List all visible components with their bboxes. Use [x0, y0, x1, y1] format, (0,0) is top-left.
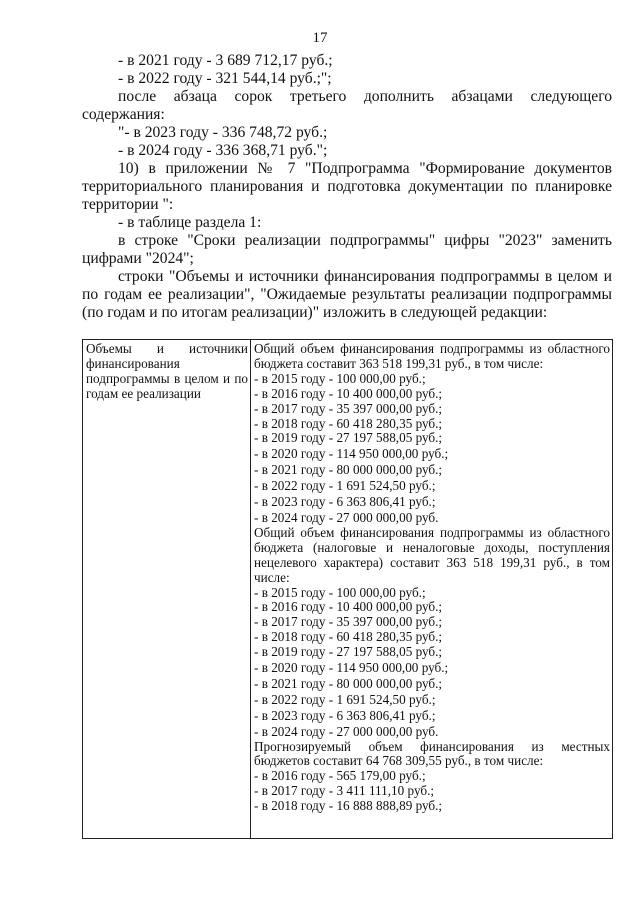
local-budget-block: [254, 740, 610, 815]
list-item: - в 2021 году - 80 000 000,00 руб.;: [254, 675, 443, 691]
table-row: [83, 340, 613, 839]
paragraph-appendix-7: 10) в приложении № 7 "Подпрограмма "Формирование документов территориального планирования и подготовка документации по планировке территории ":: [82, 160, 612, 213]
block-header-line: Общий объем финансирования подпрограммы из областного: [254, 524, 610, 540]
list-item: - в 2022 году - 1 691 524,50 руб.;: [254, 691, 436, 707]
paragraph-2023: "- в 2023 году - 336 748,72 руб.;: [118, 124, 328, 141]
list-item: - в 2017 году - 35 397 000,00 руб.;: [254, 400, 443, 416]
row-label-line: Объемы и источники: [86, 341, 248, 356]
row-value-cell: [251, 340, 613, 839]
row-label-cell: [83, 340, 251, 839]
block-header-line: Прогнозируемый объем финансирования из местных: [254, 738, 610, 754]
regional-budget-block: [254, 342, 610, 526]
regional-tax-budget-block: [254, 526, 610, 740]
list-item: - в 2024 году - 27 000 000,00 руб.: [254, 723, 439, 739]
list-item: - в 2015 году - 100 000,00 руб.;: [254, 370, 426, 386]
paragraph-after-43: после абзаца сорок третьего дополнить абзацами следующего: [118, 88, 612, 105]
paragraph-rows-replace: строки "Объемы и источники финансирования подпрограммы в целом и по годам ее реализации", "Ожидаемые результаты реализации подпрограммы (по годам и по итогам реализации)" изложить в следующей редакции:: [82, 268, 612, 321]
list-item: - в 2019 году - 27 197 588,05 руб.;: [254, 430, 443, 446]
paragraph-table-section: - в таблице раздела 1:: [118, 214, 262, 231]
row-label-rest: финансирования подпрограммы в целом и по годам ее реализации: [86, 355, 248, 401]
block-header-line: нецелевого характера) составит 363 518 199,31 руб., в том: [254, 554, 610, 570]
block-header-line: числе:: [254, 569, 290, 585]
list-item: - в 2017 году - 35 397 000,00 руб.;: [254, 614, 443, 630]
block-header: [254, 526, 610, 586]
list-item: - в 2020 году - 114 950 000,00 руб.;: [254, 660, 449, 676]
block-header-line: бюджета (налоговые и неналоговые доходы, поступления: [254, 539, 610, 555]
list-item: - в 2018 году - 60 418 280,35 руб.;: [254, 629, 443, 645]
list-item: - в 2016 году - 10 400 000,00 руб.;: [254, 385, 443, 401]
list-item: - в 2020 году - 114 950 000,00 руб.;: [254, 446, 449, 462]
page-number: 17: [312, 30, 328, 46]
financing-table: [82, 339, 613, 839]
list-item: - в 2022 году - 1 691 524,50 руб.;: [254, 478, 436, 494]
list-item: - в 2016 году - 565 179,00 руб.;: [254, 768, 426, 784]
paragraph-2022: - в 2022 году - 321 544,14 руб.;";: [118, 70, 332, 87]
block-header-line: бюджета составит 363 518 199,31 руб., в том числе:: [254, 355, 544, 371]
list-item: - в 2023 году - 6 363 806,41 руб.;: [254, 707, 436, 723]
list-item: - в 2021 году - 80 000 000,00 руб.;: [254, 462, 443, 478]
list-item: - в 2019 году - 27 197 588,05 руб.;: [254, 644, 443, 660]
block-header-line: бюджетов составит 64 768 309,55 руб., в том числе:: [254, 753, 544, 769]
list-item: - в 2023 году - 6 363 806,41 руб.;: [254, 494, 436, 510]
list-item: - в 2016 году - 10 400 000,00 руб.;: [254, 599, 443, 615]
list-item: - в 2015 году - 100 000,00 руб.;: [254, 584, 426, 600]
block-header: [254, 342, 610, 372]
list-item: - в 2024 году - 27 000 000,00 руб.: [254, 509, 439, 525]
paragraph-terms-row: в строке "Сроки реализации подпрограммы" цифры "2023" заменить цифрами "2024";: [82, 232, 612, 267]
list-item: - в 2018 году - 60 418 280,35 руб.;: [254, 415, 443, 431]
block-header: [254, 740, 610, 770]
list-item: - в 2017 году - 3 411 111,10 руб.;: [254, 783, 435, 799]
paragraph-2021: - в 2021 году - 3 689 712,17 руб.;: [118, 52, 333, 69]
paragraph-content-word: содержания:: [82, 106, 165, 123]
paragraph-2024: - в 2024 году - 336 368,71 руб.";: [118, 142, 328, 159]
list-item: - в 2018 году - 16 888 888,89 руб.;: [254, 798, 443, 814]
document-body: [82, 52, 612, 322]
block-header-line: Общий объем финансирования подпрограммы из областного: [254, 341, 610, 356]
row-label: [86, 342, 248, 402]
